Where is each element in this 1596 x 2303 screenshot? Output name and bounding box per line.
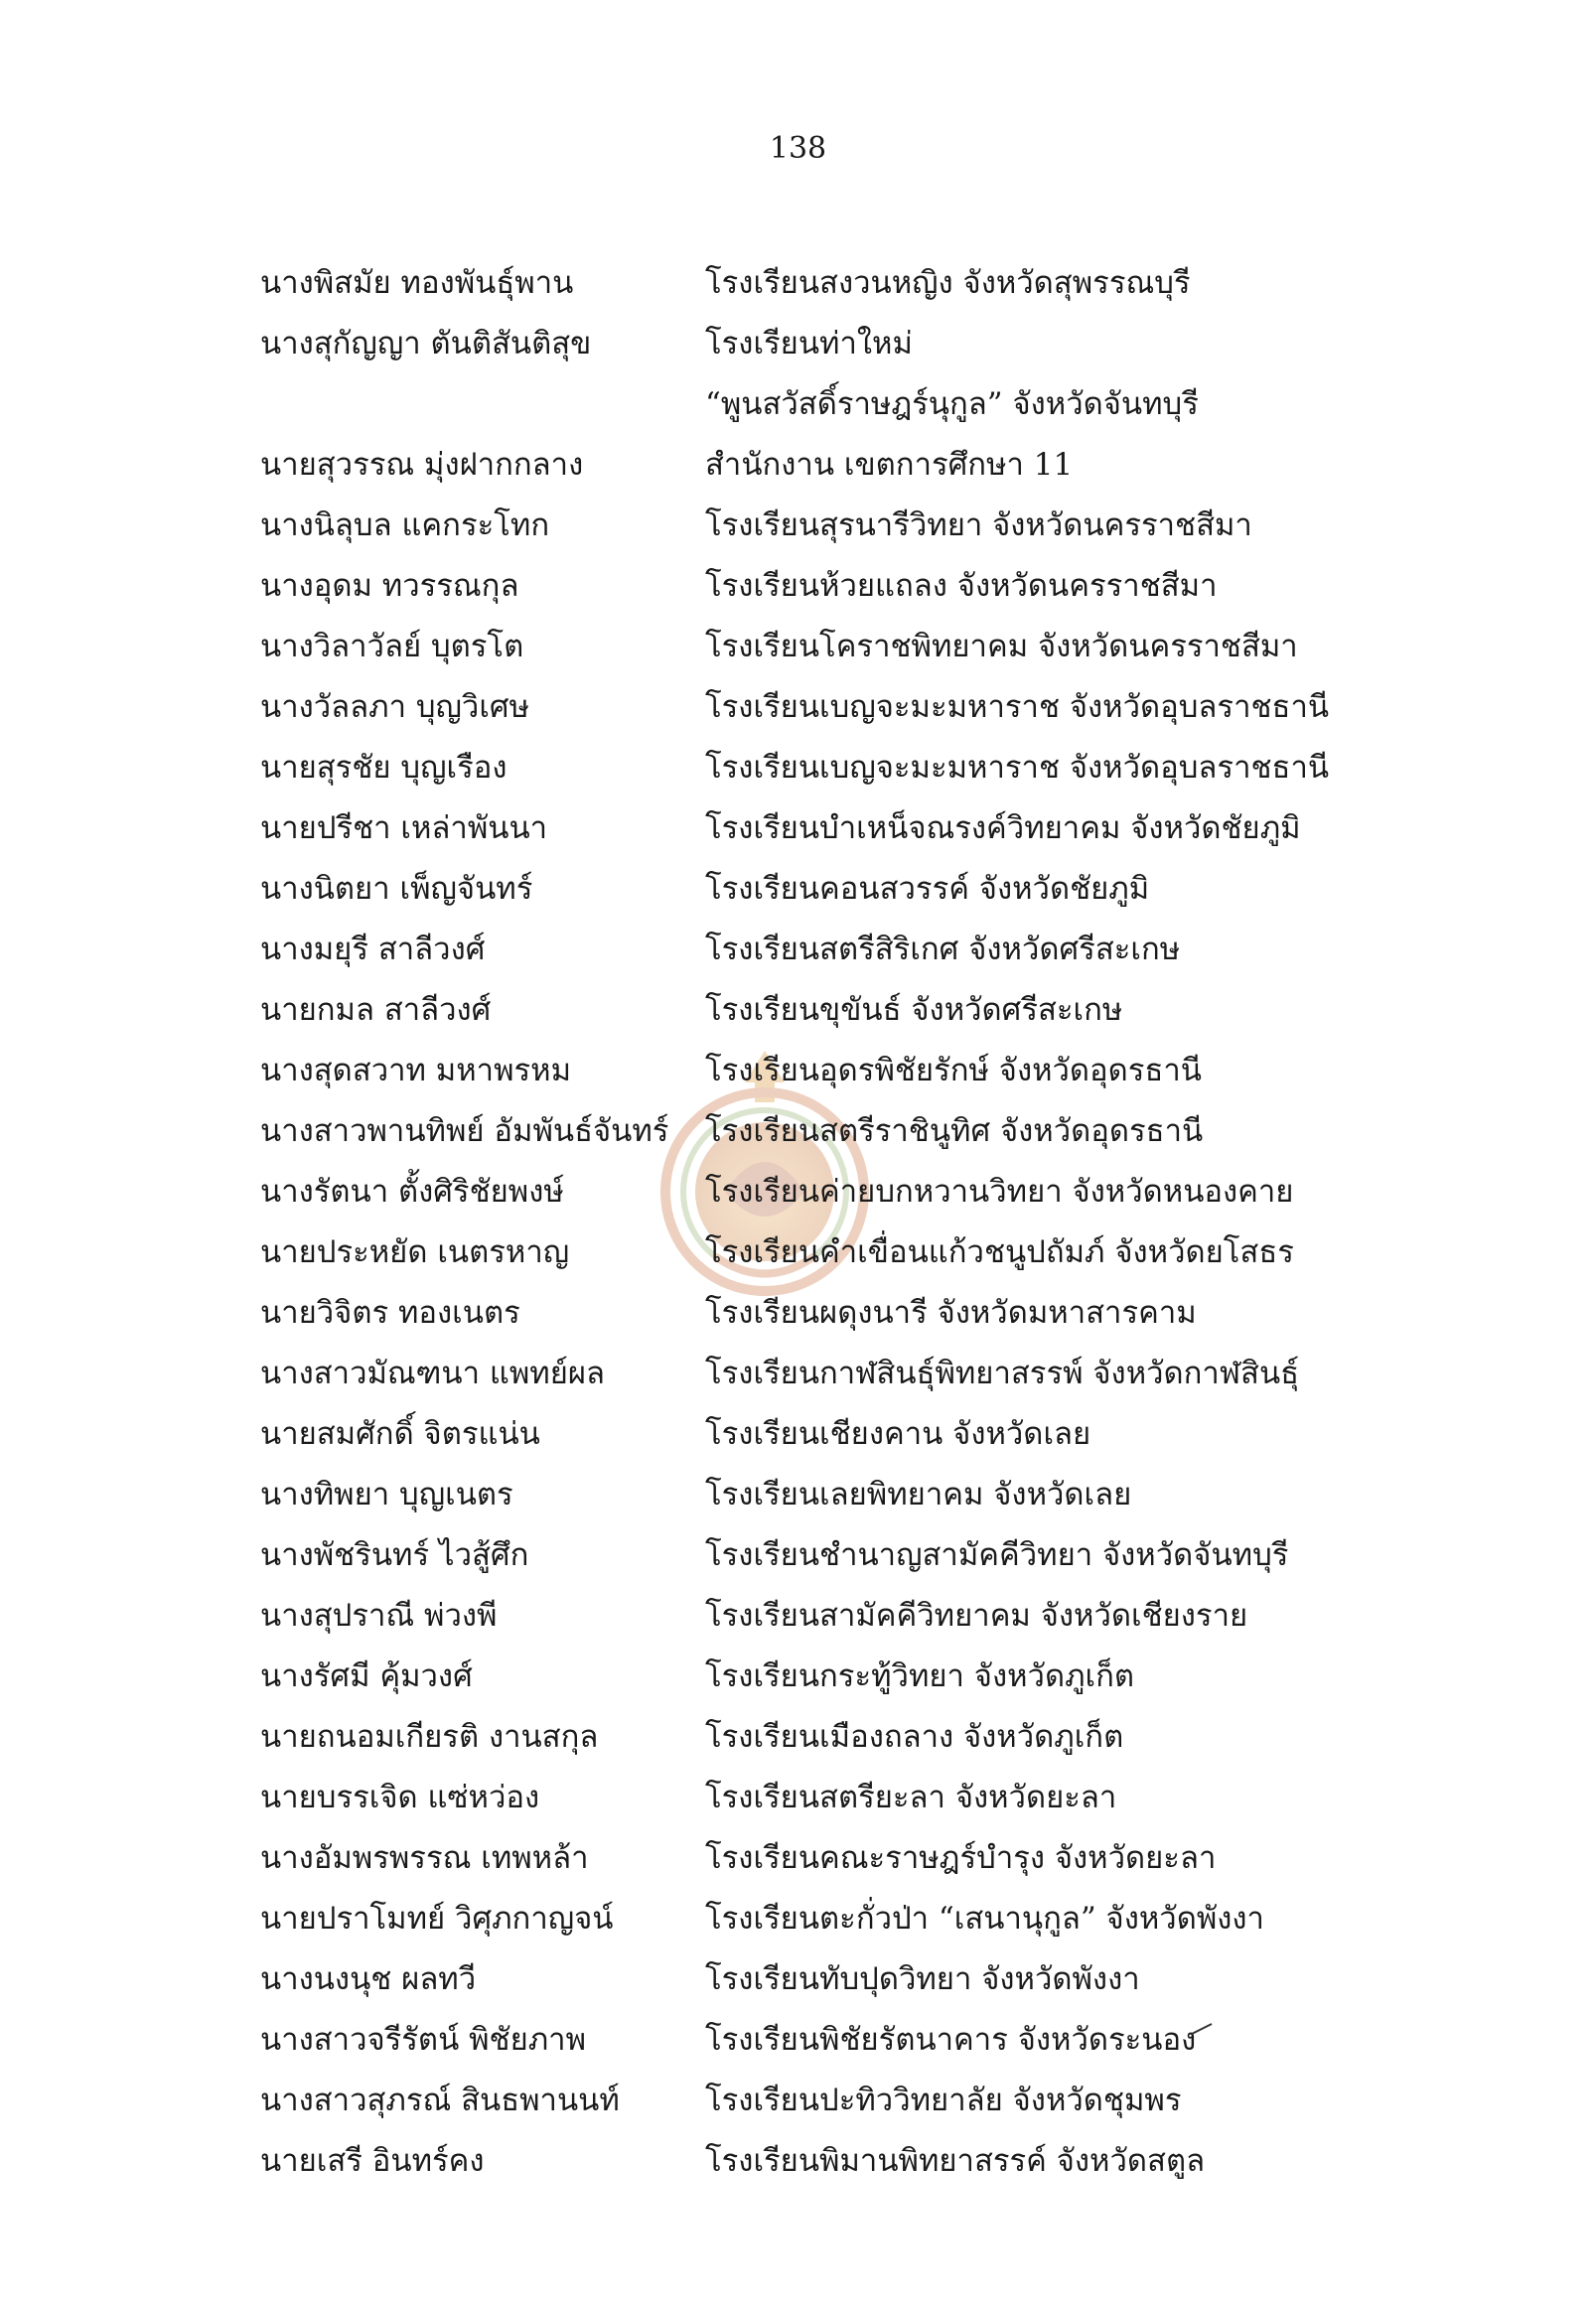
- list-item: [0, 677, 1596, 738]
- list-item: [0, 1101, 1596, 1162]
- organization: โรงเรียนคำเขื่อนแก้วชนูปถัมภ์ จังหวัดยโสธร: [705, 1234, 1294, 1270]
- list-item: [0, 1768, 1596, 1828]
- organization: โรงเรียนกาฬสินธุ์พิทยาสรรพ์ จังหวัดกาฬสินธุ์: [705, 1356, 1300, 1391]
- list-item: [0, 374, 1596, 435]
- organization: โรงเรียนคณะราษฎร์บำรุง จังหวัดยะลา: [705, 1840, 1217, 1876]
- organization: โรงเรียนสามัคคีวิทยาคม จังหวัดเชียงราย: [705, 1598, 1248, 1634]
- organization: โรงเรียนเลยพิทยาคม จังหวัดเลย: [705, 1477, 1132, 1512]
- list-item: [0, 1949, 1596, 2010]
- list-item: [0, 1647, 1596, 1707]
- organization: โรงเรียนตะกั่วป่า “เสนานุกูล” จังหวัดพังงา: [705, 1901, 1264, 1937]
- list-item: [0, 1465, 1596, 1525]
- person-name: นายสุวรรณ มุ่งฝากกลาง: [260, 447, 584, 483]
- list-item: [0, 1707, 1596, 1768]
- list-item: [0, 1404, 1596, 1465]
- organization: โรงเรียนสตรีสิริเกศ จังหวัดศรีสะเกษ: [705, 932, 1181, 967]
- organization: “พูนสวัสดิ์ราษฎร์นุกูล” จังหวัดจันทบุรี: [705, 386, 1199, 422]
- person-name: นายประหยัด เนตรหาญ: [260, 1234, 570, 1270]
- entry-list: [0, 253, 1596, 2192]
- person-name: นางสาวสุภรณ์ สินธพานนท์: [260, 2083, 620, 2118]
- list-item: [0, 1041, 1596, 1101]
- person-name: นางนงนุช ผลทวี: [260, 1961, 477, 1997]
- organization: โรงเรียนสงวนหญิง จังหวัดสุพรรณบุรี: [705, 265, 1191, 301]
- person-name: นางนิตยา เพ็ญจันทร์: [260, 871, 533, 907]
- organization: โรงเรียนเมืองถลาง จังหวัดภูเก็ต: [705, 1719, 1124, 1755]
- person-name: นายเสรี อินทร์คง: [260, 2143, 485, 2179]
- organization: สำนักงาน เขตการศึกษา 11: [705, 447, 1074, 483]
- list-item: [0, 1525, 1596, 1586]
- organization: โรงเรียนคอนสวรรค์ จังหวัดชัยภูมิ: [705, 871, 1150, 907]
- list-item: [0, 1889, 1596, 1949]
- organization: โรงเรียนกระทู้วิทยา จังหวัดภูเก็ต: [705, 1658, 1135, 1694]
- list-item: [0, 435, 1596, 496]
- organization: โรงเรียนเชียงคาน จังหวัดเลย: [705, 1416, 1091, 1452]
- list-item: [0, 980, 1596, 1041]
- organization: โรงเรียนสตรียะลา จังหวัดยะลา: [705, 1780, 1117, 1815]
- organization: โรงเรียนเบญจะมะมหาราช จังหวัดอุบลราชธานี: [705, 689, 1330, 725]
- person-name: นางสาวพานทิพย์ อัมพันธ์จันทร์: [260, 1113, 669, 1149]
- organization: โรงเรียนพิมานพิทยาสรรค์ จังหวัดสตูล: [705, 2143, 1206, 2179]
- list-item: [0, 556, 1596, 617]
- person-name: นางวิลาวัลย์ บุตรโต: [260, 629, 524, 664]
- person-name: นางนิลุบล แคกระโทก: [260, 507, 550, 543]
- person-name: นายสมศักดิ์ จิตรแน่น: [260, 1416, 540, 1452]
- list-item: [0, 496, 1596, 556]
- organization: โรงเรียนสตรีราชินูทิศ จังหวัดอุดรธานี: [705, 1113, 1204, 1149]
- list-item: [0, 1344, 1596, 1404]
- organization: โรงเรียนผดุงนารี จังหวัดมหาสารคาม: [705, 1295, 1197, 1331]
- list-item: [0, 617, 1596, 677]
- person-name: นายปราโมทย์ วิศุภกาญจน์: [260, 1901, 614, 1937]
- list-item: [0, 2010, 1596, 2071]
- list-item: [0, 798, 1596, 859]
- person-name: นางสาวมัณฑนา แพทย์ผล: [260, 1356, 606, 1391]
- list-item: [0, 1828, 1596, 1889]
- person-name: นางรัศมี คุ้มวงศ์: [260, 1658, 473, 1694]
- pen-stroke-mark: [1190, 2022, 1214, 2036]
- list-item: [0, 314, 1596, 374]
- person-name: นางอุดม ทวรรณกุล: [260, 568, 519, 604]
- organization: โรงเรียนขุขันธ์ จังหวัดศรีสะเกษ: [705, 992, 1123, 1028]
- person-name: นายสุรชัย บุญเรือง: [260, 750, 508, 786]
- organization: โรงเรียนท่าใหม่: [705, 326, 913, 361]
- organization: โรงเรียนทับปุดวิทยา จังหวัดพังงา: [705, 1961, 1140, 1997]
- page-number: 138: [769, 131, 827, 166]
- organization: โรงเรียนสุรนารีวิทยา จังหวัดนครราชสีมา: [705, 507, 1252, 543]
- person-name: นางวัลลภา บุญวิเศษ: [260, 689, 530, 725]
- organization: โรงเรียนปะทิววิทยาลัย จังหวัดชุมพร: [705, 2083, 1182, 2118]
- list-item: [0, 2131, 1596, 2192]
- person-name: นางพิสมัย ทองพันธุ์พาน: [260, 265, 574, 301]
- organization: โรงเรียนบำเหน็จณรงค์วิทยาคม จังหวัดชัยภูมิ: [705, 810, 1301, 846]
- person-name: นายปรีชา เหล่าพันนา: [260, 810, 548, 846]
- organization: โรงเรียนชำนาญสามัคคีวิทยา จังหวัดจันทบุรี: [705, 1537, 1289, 1573]
- list-item: [0, 1162, 1596, 1223]
- list-item: [0, 1283, 1596, 1344]
- person-name: นายกมล สาลีวงศ์: [260, 992, 492, 1028]
- organization: โรงเรียนอุดรพิชัยรักษ์ จังหวัดอุดรธานี: [705, 1053, 1202, 1088]
- list-item: [0, 920, 1596, 980]
- person-name: นายบรรเจิด แซ่หว่อง: [260, 1780, 540, 1815]
- list-item: [0, 738, 1596, 798]
- organization: โรงเรียนพิชัยรัตนาคาร จังหวัดระนอง: [705, 2022, 1197, 2058]
- person-name: นางอัมพรพรรณ เทพหล้า: [260, 1840, 589, 1876]
- person-name: นางรัตนา ตั้งศิริชัยพงษ์: [260, 1174, 564, 1210]
- organization: โรงเรียนห้วยแถลง จังหวัดนครราชสีมา: [705, 568, 1218, 604]
- organization: โรงเรียนค่ายบกหวานวิทยา จังหวัดหนองคาย: [705, 1174, 1294, 1210]
- list-item: [0, 1586, 1596, 1647]
- person-name: นางพัชรินทร์ ไวสู้ศึก: [260, 1537, 529, 1573]
- person-name: นางสุดสวาท มหาพรหม: [260, 1053, 572, 1088]
- organization: โรงเรียนโคราชพิทยาคม จังหวัดนครราชสีมา: [705, 629, 1298, 664]
- organization: โรงเรียนเบญจะมะมหาราช จังหวัดอุบลราชธานี: [705, 750, 1330, 786]
- person-name: นางสาวจรีรัตน์ พิชัยภาพ: [260, 2022, 587, 2058]
- person-name: นายถนอมเกียรติ งานสกุล: [260, 1719, 599, 1755]
- list-item: [0, 1223, 1596, 1283]
- person-name: นางสุกัญญา ตันติสันติสุข: [260, 326, 592, 361]
- person-name: นางทิพยา บุญเนตร: [260, 1477, 513, 1512]
- list-item: [0, 859, 1596, 920]
- list-item: [0, 253, 1596, 314]
- person-name: นางสุปราณี พ่วงพี: [260, 1598, 498, 1634]
- list-item: [0, 2071, 1596, 2131]
- person-name: นายวิจิตร ทองเนตร: [260, 1295, 520, 1331]
- person-name: นางมยุรี สาลีวงศ์: [260, 932, 486, 967]
